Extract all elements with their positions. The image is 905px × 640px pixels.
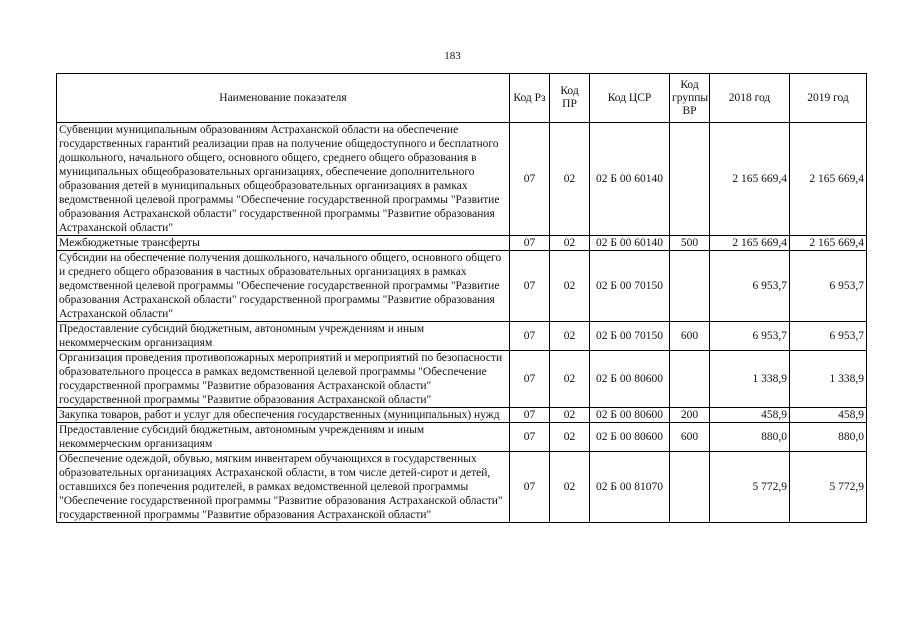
row-pr: 02 (550, 123, 590, 236)
header-vr: Код группы ВР (670, 74, 710, 123)
row-name: Предоставление субсидий бюджетным, автономным учреждениям и иным некоммерческим организациям (57, 423, 510, 452)
row-vr: 600 (670, 322, 710, 351)
row-csr: 02 Б 00 81070 (590, 452, 670, 523)
row-rz: 07 (510, 322, 550, 351)
table-row (57, 236, 867, 251)
row-vr (670, 351, 710, 408)
row-2019: 2 165 669,4 (790, 123, 867, 236)
table-row (57, 408, 867, 423)
row-name: Субвенции муниципальным образованиям Астраханской области на обеспечение государственных гарантий реализации прав на получение общедоступного и бесплатного дошкольного, начального общего, основного общего, среднего общего образования в муниципальных общеобразовательных организациях, обеспечение дополнительного образования детей в муниципальных общеобразовательных организациях в рамках ведомственной целевой программы "Обеспечение государственной программы "Развитие образования Астраханской области" государственной программы "Развитие образования Астраханской области" (57, 123, 510, 236)
row-2018: 6 953,7 (710, 251, 790, 322)
row-2018: 2 165 669,4 (710, 123, 790, 236)
table-row (57, 351, 867, 408)
table-row (57, 123, 867, 236)
row-2018: 880,0 (710, 423, 790, 452)
row-2019: 880,0 (790, 423, 867, 452)
budget-table (56, 73, 867, 523)
row-name: Межбюджетные трансферты (57, 236, 510, 251)
table-row (57, 423, 867, 452)
row-vr (670, 452, 710, 523)
row-vr (670, 123, 710, 236)
row-pr: 02 (550, 251, 590, 322)
row-name: Организация проведения противопожарных мероприятий и мероприятий по безопасности образовательного процесса в рамках ведомственной целевой программы "Обеспечение государственной программы "Развитие образования Астраханской области" государственной программы "Развитие образования Астраханской области" (57, 351, 510, 408)
row-rz: 07 (510, 408, 550, 423)
header-rz: Код Рз (510, 74, 550, 123)
page-number: 183 (444, 50, 461, 62)
row-pr: 02 (550, 351, 590, 408)
row-2019: 2 165 669,4 (790, 236, 867, 251)
table-row (57, 322, 867, 351)
table-row (57, 452, 867, 523)
row-csr: 02 Б 00 80600 (590, 408, 670, 423)
row-rz: 07 (510, 251, 550, 322)
header-2019: 2019 год (790, 74, 867, 123)
row-rz: 07 (510, 351, 550, 408)
row-name: Закупка товаров, работ и услуг для обеспечения государственных (муниципальных) нужд (57, 408, 510, 423)
row-2019: 458,9 (790, 408, 867, 423)
row-rz: 07 (510, 123, 550, 236)
header-name: Наименование показателя (57, 74, 510, 123)
row-2019: 5 772,9 (790, 452, 867, 523)
row-2018: 2 165 669,4 (710, 236, 790, 251)
row-2019: 1 338,9 (790, 351, 867, 408)
row-rz: 07 (510, 236, 550, 251)
row-2018: 1 338,9 (710, 351, 790, 408)
row-csr: 02 Б 00 80600 (590, 351, 670, 408)
row-name: Обеспечение одеждой, обувью, мягким инвентарем обучающихся в государственных образовательных организациях Астраханской области, в том числе детей-сирот и детей, оставшихся без попечения родителей, в рамках ведомственной целевой программы "Обеспечение государственной программы "Развитие образования Астраханской области" государственной программы "Развитие образования Астраханской области" (57, 452, 510, 523)
row-pr: 02 (550, 408, 590, 423)
row-rz: 07 (510, 423, 550, 452)
row-name: Субсидии на обеспечение получения дошкольного, начального общего, основного общего и среднего общего образования в частных образовательных организациях в рамках ведомственной целевой программы "Обеспечение государственной программы "Развитие образования Астраханской области" государственной программы "Развитие образования Астраханской области" (57, 251, 510, 322)
table-row (57, 251, 867, 322)
row-vr: 200 (670, 408, 710, 423)
row-csr: 02 Б 00 70150 (590, 251, 670, 322)
row-csr: 02 Б 00 80600 (590, 423, 670, 452)
row-pr: 02 (550, 452, 590, 523)
row-csr: 02 Б 00 60140 (590, 236, 670, 251)
row-rz: 07 (510, 452, 550, 523)
row-pr: 02 (550, 322, 590, 351)
row-pr: 02 (550, 236, 590, 251)
row-2019: 6 953,7 (790, 322, 867, 351)
row-2019: 6 953,7 (790, 251, 867, 322)
row-2018: 6 953,7 (710, 322, 790, 351)
header-2018: 2018 год (710, 74, 790, 123)
row-csr: 02 Б 00 60140 (590, 123, 670, 236)
row-vr: 600 (670, 423, 710, 452)
row-name: Предоставление субсидий бюджетным, автономным учреждениям и иным некоммерческим организациям (57, 322, 510, 351)
table-header-row (57, 74, 867, 123)
row-2018: 5 772,9 (710, 452, 790, 523)
row-csr: 02 Б 00 70150 (590, 322, 670, 351)
row-vr: 500 (670, 236, 710, 251)
header-csr: Код ЦСР (590, 74, 670, 123)
row-vr (670, 251, 710, 322)
header-pr: Код ПР (550, 74, 590, 123)
row-pr: 02 (550, 423, 590, 452)
row-2018: 458,9 (710, 408, 790, 423)
